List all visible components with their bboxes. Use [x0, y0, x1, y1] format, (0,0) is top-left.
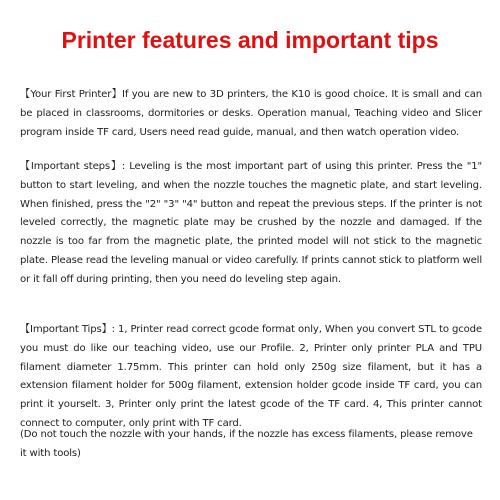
- important-steps-paragraph: 【Important steps】: Leveling is the most important part of using this printer. Press the "1" button to start leveling, and when the nozzle touches the magnetic plate, and start leveling. When finished, press the "2" "3" "4" button and repeat the previous steps. If the printer is not leveled correctly, the magnetic plate may be crushed by the nozzle and damaged. If the nozzle is too far from the magnetic plate, the printed model will not stick to the magnetic plate. Please read the leveling manual or video carefully. If prints cannot stick to platform well or it fall off during printing, then you need do leveling step again.: [20, 161, 482, 285]
- important-tips-paragraph: 【Important Tips】: 1, Printer read correct gcode format only, When you convert STL to gcode you must do like our teaching video, use our Profile. 2, Printer only printer PLA and TPU filament diameter 1.75mm. This printer can hold only 250g size filament, but it has a extension filament holder for 500g filament, extension holder gcode inside TF card, you can print it yourselt. 3, Printer only print the latest gcode of the TF card. 4, This printer cannot connect to computer, only print with TF card.: [20, 324, 482, 429]
- page-title: Printer features and important tips: [61, 27, 439, 53]
- nozzle-warning-note: (Do not touch the nozzle with your hands, if the nozzle has excess filaments, please remove it with tools): [20, 429, 473, 459]
- first-printer-paragraph: 【Your First Printer】If you are new to 3D printers, the K10 is good choice. It is small and can be placed in classrooms, dormitories or desks. Operation manual, Teaching video and Slicer program inside TF card, Users need read guide, manual, and then watch operation video.: [20, 89, 482, 138]
